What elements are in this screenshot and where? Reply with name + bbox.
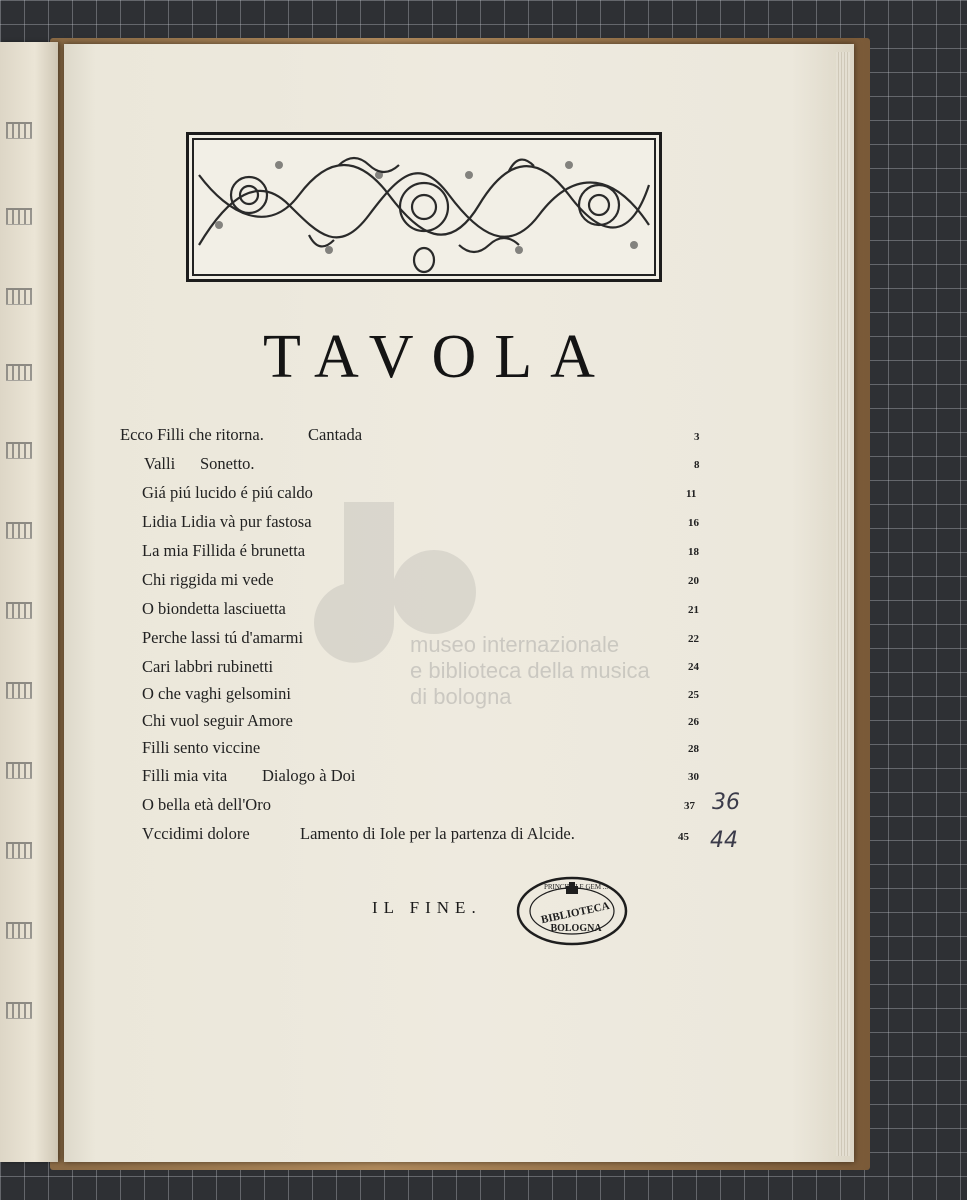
toc-entry-title: Ecco Filli che ritorna.	[120, 425, 264, 444]
stamp-line-1: BIBLIOTECA	[540, 899, 611, 927]
toc-entry-page: 3	[694, 431, 700, 443]
bleed-through-mark	[6, 602, 32, 619]
toc-entry-title: Chi riggida mi vede	[142, 570, 274, 589]
toc-entry-page: 37	[684, 800, 695, 812]
handwritten-page-correction: 44	[710, 828, 738, 853]
toc-entry-title: Giá piú lucido é piú caldo	[142, 483, 313, 502]
bleed-through-mark	[6, 842, 32, 859]
bleed-through-mark	[6, 442, 32, 459]
toc-entry-title: Perche lassi tú d'amarmi	[142, 628, 304, 647]
watermark-text: museo internazionale	[410, 632, 620, 657]
toc-entry-title: Vccidimi dolore	[142, 824, 250, 843]
toc-entry-title: O biondetta lasciuetta	[142, 599, 286, 618]
toc-entry-page: 8	[694, 459, 700, 471]
bleed-through-mark	[6, 1002, 32, 1019]
library-stamp	[516, 876, 628, 946]
left-page-edge	[0, 42, 58, 1162]
bleed-through-mark	[6, 522, 32, 539]
bleed-through-mark	[6, 122, 32, 139]
toc-entry-subtitle: Sonetto.	[200, 454, 255, 473]
stamp-outer-text: PRINCIPALE GEM ...	[543, 883, 609, 891]
toc-entry-title: Filli mia vita	[142, 766, 228, 785]
toc-entry-title: Filli sento viccine	[142, 738, 261, 757]
toc-entry-title: Chi vuol seguir Amore	[142, 711, 293, 730]
toc-entry-page: 18	[688, 546, 699, 558]
toc-entry-page: 20	[688, 575, 699, 587]
toc-entry-title: Cari labbri rubinetti	[142, 657, 274, 676]
toc-entry-page: 30	[688, 771, 699, 783]
stamp-line-2: BOLOGNA	[550, 923, 602, 934]
page-title: TAVOLA	[263, 323, 613, 391]
toc-entry-page: 11	[686, 488, 697, 500]
bleed-through-mark	[6, 922, 32, 939]
toc-entry-subtitle: Cantada	[308, 425, 363, 444]
book-page	[64, 44, 854, 1162]
watermark-text: di bologna	[410, 684, 512, 709]
toc-entry-page: 24	[688, 661, 699, 673]
toc-entry-page: 21	[688, 604, 699, 616]
handwritten-page-correction: 36	[712, 790, 740, 815]
bleed-through-mark	[6, 682, 32, 699]
toc-entry-page: 22	[688, 633, 699, 645]
watermark-text: e biblioteca della musica	[410, 658, 650, 683]
toc-entry-page: 16	[688, 517, 699, 529]
toc-entry-title: O bella età dell'Oro	[142, 795, 271, 814]
bleed-through-mark	[6, 208, 32, 225]
bleed-through-mark	[6, 364, 32, 381]
bleed-through-mark	[6, 288, 32, 305]
toc-entry-page: 45	[678, 831, 689, 843]
toc-entry-page: 28	[688, 743, 699, 755]
toc-entry-title: Valli	[144, 454, 176, 473]
toc-entry-page: 26	[688, 716, 699, 728]
page-fore-edge	[836, 52, 850, 1156]
toc-entry-title: Lidia Lidia và pur fastosa	[142, 512, 312, 531]
toc-entry-subtitle: Lamento di Iole per la partenza di Alcide.	[300, 824, 575, 843]
toc-entry-subtitle: Dialogo à Doi	[262, 766, 356, 785]
toc-entry-title: La mia Fillida é brunetta	[142, 541, 306, 560]
end-note: IL FINE.	[372, 898, 482, 917]
bleed-through-mark	[6, 762, 32, 779]
toc-entry-page: 25	[688, 689, 699, 701]
toc-entry-title: O che vaghi gelsomini	[142, 684, 291, 703]
